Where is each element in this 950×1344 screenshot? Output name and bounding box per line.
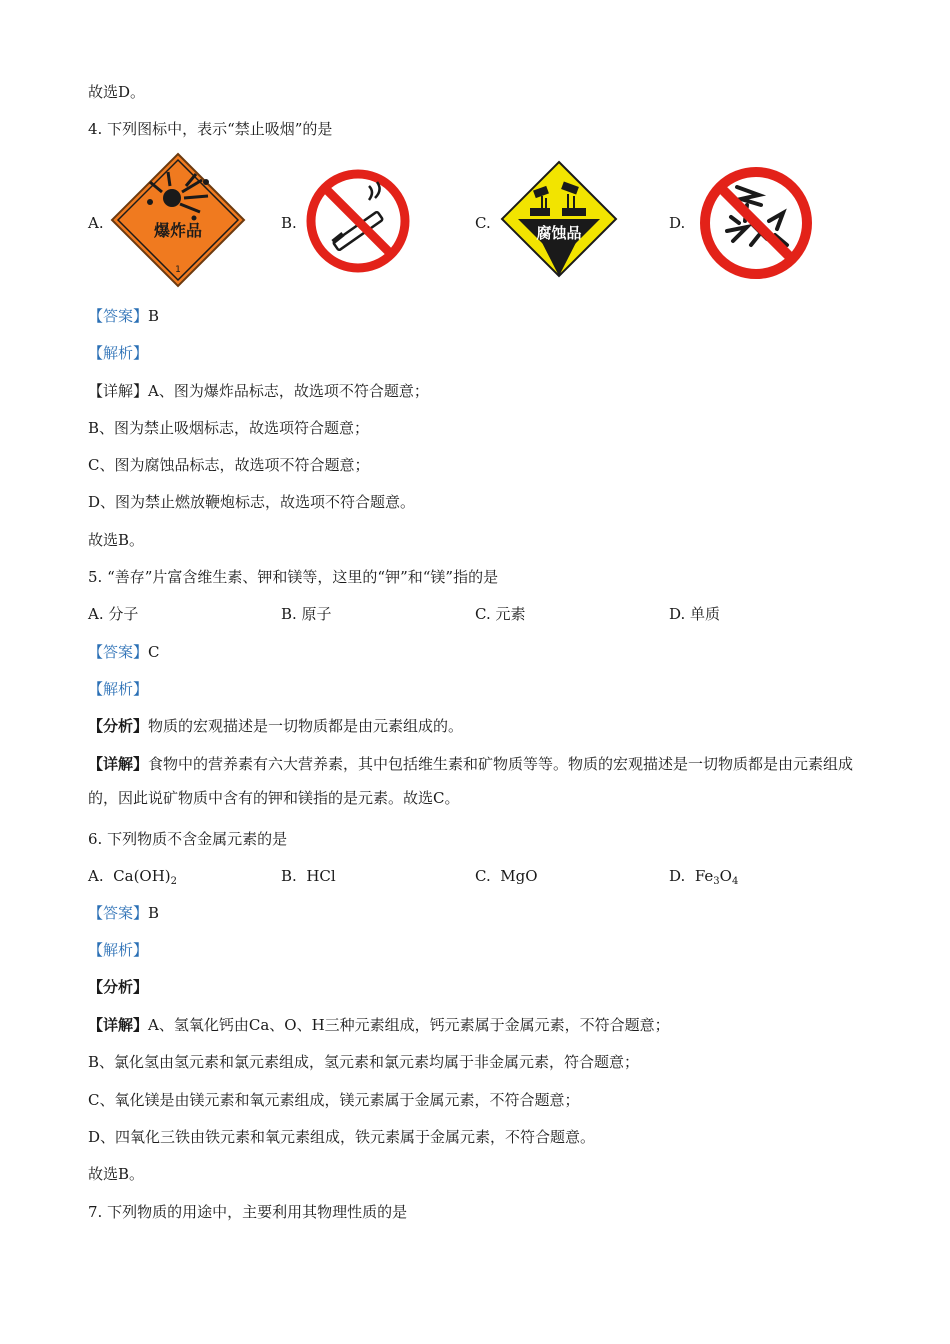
- q6-line-d: D、四氧化三铁由铁元素和氧元素组成，铁元素属于金属元素，不符合题意。: [88, 1128, 596, 1146]
- q5-answer-tag: 【答案】: [88, 643, 149, 661]
- q4-stem: 4. 下列图标中，表示“禁止吸烟”的是: [88, 120, 333, 138]
- q6-answer-value: B: [148, 904, 160, 922]
- q6-answer-tag: 【答案】: [88, 904, 149, 922]
- q6-option-d: D. $Fe_3O_4$: [669, 867, 739, 887]
- q4-option-a-label: A.: [88, 214, 104, 232]
- q5-analysis-tag: 【解析】: [88, 680, 149, 698]
- q4-analysis-tag: 【解析】: [88, 344, 149, 362]
- q5-option-d: D. 单质: [669, 605, 721, 623]
- corrosive-sign-text: 腐蚀品: [536, 224, 582, 242]
- q4-option-d-label: D.: [669, 214, 686, 232]
- q6-option-c: C. MgO: [475, 867, 538, 885]
- q6-answer: [88, 903, 159, 923]
- q4-line-b: B、图为禁止吸烟标志，故选项符合题意；: [88, 419, 370, 437]
- q5-option-a: A. 分子: [88, 605, 139, 623]
- q5-detail-tag: 【详解】: [88, 755, 149, 773]
- q5-fenxi-text: 物质的宏观描述是一切物质都是由元素组成的。: [148, 717, 464, 735]
- q6-analysis-tag: 【解析】: [88, 941, 149, 959]
- q4-conclusion: 故选B。: [88, 531, 145, 549]
- q5-answer-value: C: [148, 643, 160, 661]
- q4-answer-value: B: [148, 307, 160, 325]
- q4-answer: [88, 306, 159, 326]
- q6-detail-tag: 【详解】: [88, 1016, 149, 1034]
- explosive-sign-icon: [110, 152, 246, 288]
- q6-line-b: B、氯化氢由氢元素和氯元素组成，氢元素和氯元素均属于非金属元素，符合题意；: [88, 1053, 640, 1071]
- no-firecrackers-sign-icon: [697, 165, 815, 281]
- q6-detail: [88, 1015, 670, 1035]
- q4-line-c: C、图为腐蚀品标志，故选项不符合题意；: [88, 456, 370, 474]
- explosive-sign-mark: 1: [175, 265, 181, 275]
- prev-conclusion: 故选D。: [88, 83, 146, 101]
- q6-option-b: B. HCl: [281, 867, 336, 885]
- q4-option-c-label: C.: [475, 214, 491, 232]
- q5-fenxi: [88, 716, 463, 736]
- q7-stem: 7. 下列物质的用途中，主要利用其物理性质的是: [88, 1203, 408, 1221]
- q5-answer: [88, 642, 160, 662]
- q5-detail: [88, 747, 868, 815]
- q6-stem: 6. 下列物质不含金属元素的是: [88, 830, 288, 848]
- q6-option-a: A. $Ca(OH)_2$: [88, 867, 178, 887]
- q4-option-b-label: B.: [281, 214, 297, 232]
- q6-detail-text: A、氢氧化钙由Ca、O、H三种元素组成，钙元素属于金属元素，不符合题意；: [148, 1016, 670, 1034]
- q5-option-c: C. 元素: [475, 605, 526, 623]
- corrosive-sign-icon: [500, 160, 618, 278]
- q5-stem: 5. “善存”片富含维生素、钾和镁等，这里的“钾”和“镁”指的是: [88, 568, 499, 586]
- q4-line-d: D、图为禁止燃放鞭炮标志，故选项不符合题意。: [88, 493, 416, 511]
- q4-detail: 【详解】A、图为爆炸品标志，故选项不符合题意；: [88, 382, 429, 400]
- q6-fenxi-tag: 【分析】: [88, 978, 149, 996]
- q5-fenxi-tag: 【分析】: [88, 717, 149, 735]
- explosive-sign-text: 爆炸品: [153, 221, 203, 240]
- q5-detail-text: 食物中的营养素有六大营养素，其中包括维生素和矿物质等等。物质的宏观描述是一切物质都是由元素组成的，因此说矿物质中含有的钾和镁指的是元素。故选C。: [88, 755, 854, 807]
- q6-line-c: C、氧化镁是由镁元素和氧元素组成，镁元素属于金属元素，不符合题意；: [88, 1091, 580, 1109]
- q4-answer-tag: 【答案】: [88, 307, 149, 325]
- no-smoking-sign-icon: [303, 168, 413, 274]
- q6-conclusion: 故选B。: [88, 1165, 145, 1183]
- q5-option-b: B. 原子: [281, 605, 332, 623]
